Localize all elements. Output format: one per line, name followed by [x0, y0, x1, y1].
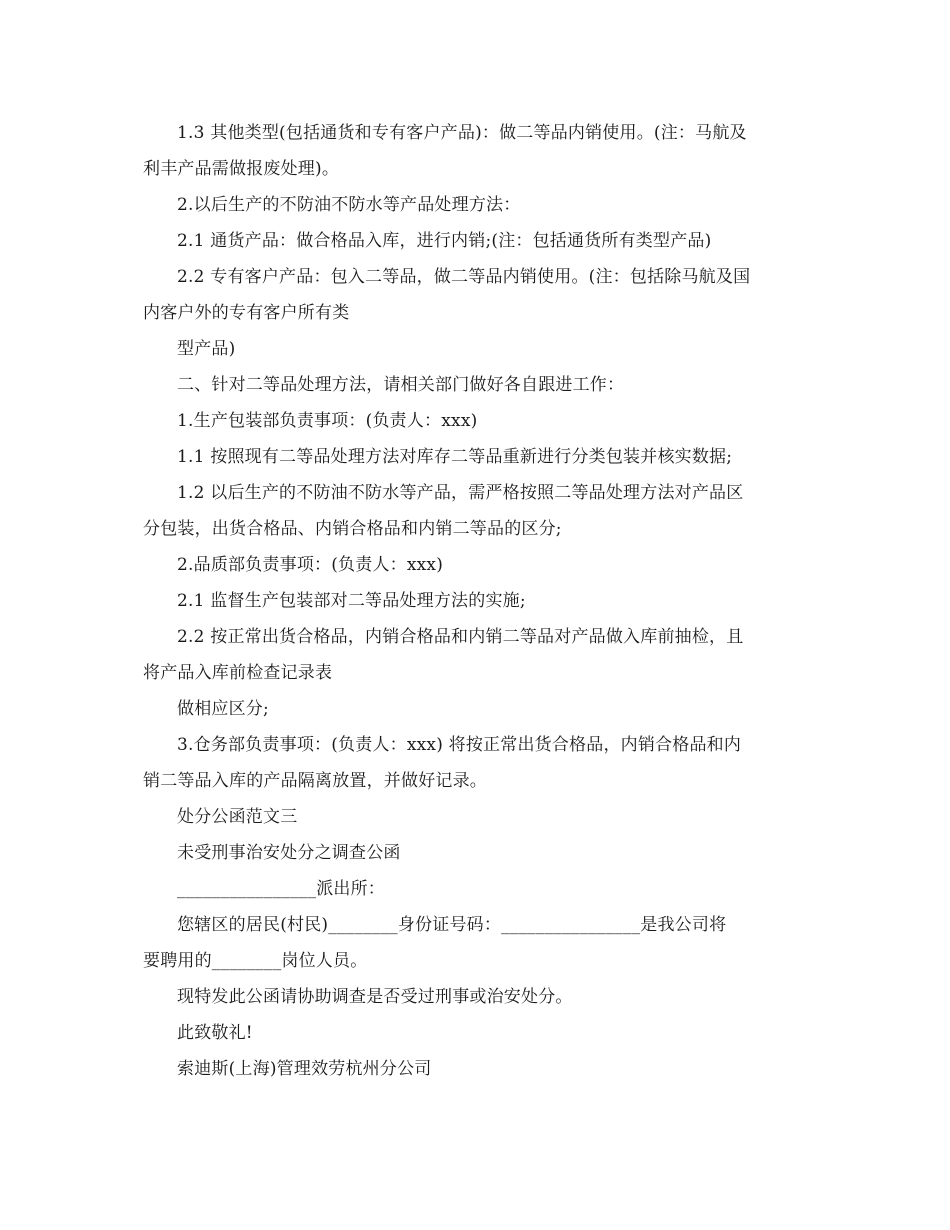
text-line: 2.品质部负责事项：(负责人：xxx): [177, 555, 444, 575]
text-line: 1.2 以后生产的不防油不防水等产品，需严格按照二等品处理方法对产品区: [177, 483, 744, 503]
text-line: 此致敬礼!: [177, 1023, 253, 1043]
text-line: 未受刑事治安处分之调查公函: [177, 843, 401, 863]
text-line: 内客户外的专有客户所有类: [143, 303, 350, 323]
text-line: 3.仓务部负责事项：(负责人：xxx) 将按正常出货合格品，内销合格品和内: [177, 735, 742, 755]
text-line: 销二等品入库的产品隔离放置，并做好记录。: [143, 771, 487, 791]
text-line: 现特发此公函请协助调查是否受过刑事或治安处分。: [177, 987, 573, 1007]
text-line: 将产品入库前检查记录表: [143, 663, 333, 683]
text-line: 要聘用的________岗位人员。: [143, 951, 368, 971]
text-line: 处分公函范文三: [177, 807, 298, 827]
text-line: 2.1 监督生产包装部对二等品处理方法的实施;: [177, 591, 526, 611]
text-line: 分包装，出货合格品、内销合格品和内销二等品的区分;: [143, 519, 562, 539]
text-line: 2.2 按正常出货合格品，内销合格品和内销二等品对产品做入库前抽检，且: [177, 627, 744, 647]
text-line: 1.3 其他类型(包括通货和专有客户产品)：做二等品内销使用。(注：马航及: [177, 123, 747, 143]
text-line: 二、针对二等品处理方法，请相关部门做好各自跟进工作：: [177, 375, 625, 395]
text-line: 型产品): [177, 339, 236, 359]
text-line: 2.2 专有客户产品：包入二等品，做二等品内销使用。(注：包括除马航及国: [177, 267, 751, 287]
text-line: 2.1 通货产品：做合格品入库，进行内销;(注：包括通货所有类型产品): [177, 231, 712, 251]
text-line: 您辖区的居民(村民)________身份证号码：________________是我公司将: [177, 915, 727, 935]
document-body: [143, 115, 813, 1087]
text-line: ________________派出所：: [177, 879, 385, 899]
text-line: 1.1 按照现有二等品处理方法对库存二等品重新进行分类包装并核实数据;: [177, 447, 733, 467]
text-line: 2.以后生产的不防油不防水等产品处理方法：: [177, 195, 521, 215]
text-line: 1.生产包装部负责事项：(负责人：xxx): [177, 411, 478, 431]
text-line: 索迪斯(上海)管理效劳杭州分公司: [177, 1059, 432, 1079]
text-line: 利丰产品需做报废处理)。: [143, 159, 340, 179]
text-line: 做相应区分;: [177, 699, 269, 719]
